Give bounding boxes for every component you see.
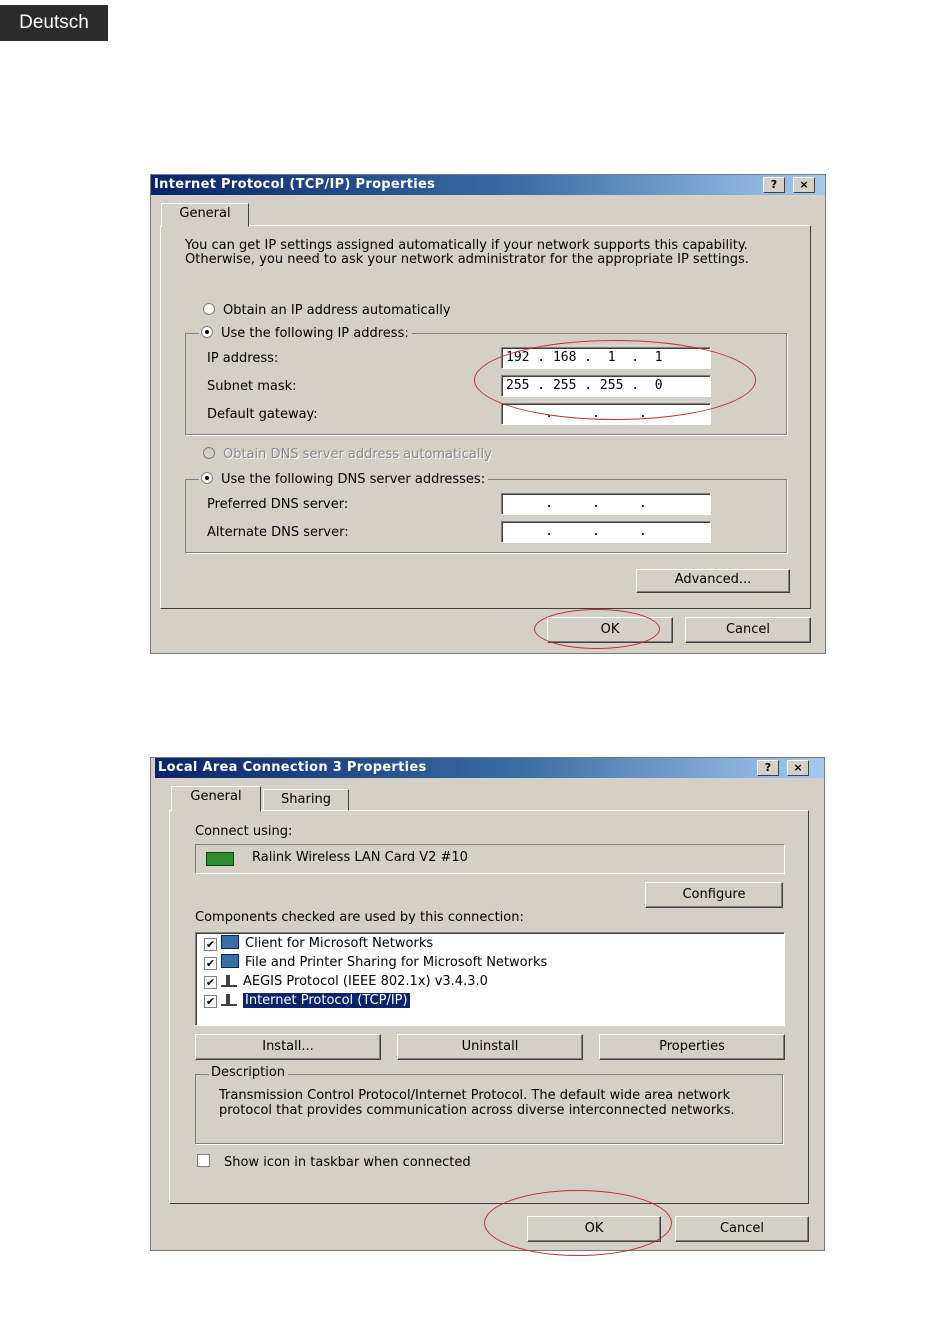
adapter-name: Ralink Wireless LAN Card V2 #10 xyxy=(252,850,468,865)
show-icon-label: Show icon in taskbar when connected xyxy=(224,1155,471,1170)
subnet-mask-field[interactable]: 255 . 255 . 255 . 0 xyxy=(501,375,711,397)
close-button[interactable]: × xyxy=(787,760,809,776)
list-item[interactable] xyxy=(204,935,433,953)
radio-icon xyxy=(201,326,213,338)
lan-properties-dialog xyxy=(150,757,825,1251)
language-tag: Deutsch xyxy=(0,5,108,41)
connect-using-label: Connect using: xyxy=(195,824,293,839)
components-list[interactable] xyxy=(195,932,785,1026)
protocol-icon xyxy=(221,996,237,1006)
properties-button[interactable]: Properties xyxy=(599,1034,785,1060)
ok-annotation-circle xyxy=(534,609,660,649)
obtain-dns-auto-label: Obtain DNS server address automatically xyxy=(223,447,492,462)
help-button[interactable]: ? xyxy=(763,177,785,193)
list-item[interactable] xyxy=(204,992,410,1010)
uninstall-button[interactable]: Uninstall xyxy=(397,1034,583,1060)
tab-general[interactable]: General xyxy=(171,786,261,812)
obtain-dns-auto-radio[interactable] xyxy=(203,447,492,462)
tcpip-dialog-titlebar xyxy=(151,175,825,195)
advanced-button[interactable]: Advanced... xyxy=(636,569,790,593)
tcpip-properties-dialog xyxy=(150,174,826,654)
checkbox-checked-icon[interactable]: ✔ xyxy=(205,957,216,970)
ip-address-field[interactable]: 192 . 168 . 1 . 1 xyxy=(501,347,711,369)
cancel-button[interactable]: Cancel xyxy=(675,1216,809,1242)
lan-dialog-titlebar xyxy=(155,758,824,778)
network-adapter-icon xyxy=(206,852,234,866)
checkbox-checked-icon[interactable]: ✔ xyxy=(205,976,216,989)
alternate-dns-label: Alternate DNS server: xyxy=(207,525,349,540)
radio-icon xyxy=(201,472,213,484)
list-item[interactable] xyxy=(204,973,488,991)
description-legend: Description xyxy=(209,1065,288,1080)
show-icon-checkbox[interactable] xyxy=(197,1154,471,1170)
use-following-ip-label: Use the following IP address: xyxy=(221,326,409,341)
component-label: Client for Microsoft Networks xyxy=(245,936,434,951)
obtain-ip-auto-radio[interactable] xyxy=(203,303,451,318)
default-gateway-field[interactable]: . . . xyxy=(501,403,711,425)
radio-icon xyxy=(203,447,215,459)
lan-dialog-title: Local Area Connection 3 Properties xyxy=(158,760,427,775)
use-following-dns-radio[interactable] xyxy=(199,472,488,487)
list-item[interactable] xyxy=(204,954,547,972)
checkbox-checked-icon[interactable]: ✔ xyxy=(205,995,216,1008)
use-following-dns-label: Use the following DNS server addresses: xyxy=(221,472,486,487)
radio-icon xyxy=(203,303,215,315)
install-button[interactable]: Install... xyxy=(195,1034,381,1060)
adapter-box xyxy=(195,844,785,874)
close-button[interactable]: × xyxy=(793,177,815,193)
configure-button[interactable] xyxy=(645,882,783,908)
components-label: Components checked are used by this connection: xyxy=(195,910,524,925)
preferred-dns-label: Preferred DNS server: xyxy=(207,497,349,512)
alternate-dns-field[interactable]: . . . xyxy=(501,521,711,543)
ok-button[interactable]: OK xyxy=(527,1216,661,1242)
ip-address-label: IP address: xyxy=(207,351,279,366)
tcpip-dialog-title: Internet Protocol (TCP/IP) Properties xyxy=(154,177,436,192)
checkbox-unchecked-icon[interactable] xyxy=(197,1154,210,1167)
ok-button[interactable]: OK xyxy=(547,617,673,643)
configure-button-label: Configure xyxy=(682,887,746,902)
obtain-ip-auto-label: Obtain an IP address automatically xyxy=(223,303,451,318)
description-text: Transmission Control Protocol/Internet Protocol. The default wide area network protocol that provides communication across diverse interconnected networks. xyxy=(219,1088,735,1118)
ip-annotation-circle xyxy=(474,340,756,420)
tab-general[interactable]: General xyxy=(161,203,249,227)
tab-sharing[interactable]: Sharing xyxy=(263,789,349,811)
component-label: AEGIS Protocol (IEEE 802.1x) v3.4.3.0 xyxy=(243,974,488,989)
protocol-icon xyxy=(221,977,237,987)
cancel-button[interactable]: Cancel xyxy=(685,617,811,643)
preferred-dns-field[interactable]: . . . xyxy=(501,493,711,515)
component-label: File and Printer Sharing for Microsoft Networks xyxy=(245,955,548,970)
ok-annotation-circle xyxy=(484,1190,672,1256)
network-client-icon xyxy=(221,935,239,949)
help-button[interactable]: ? xyxy=(757,760,779,776)
default-gateway-label: Default gateway: xyxy=(207,407,318,422)
network-service-icon xyxy=(221,954,239,968)
checkbox-checked-icon[interactable]: ✔ xyxy=(205,938,216,951)
subnet-mask-label: Subnet mask: xyxy=(207,379,297,394)
use-following-ip-radio[interactable] xyxy=(199,326,412,341)
intro-text: You can get IP settings assigned automatically if your network supports this capability. Otherwise, you need to ask your network administrator for the appropriate IP settings. xyxy=(185,238,749,267)
component-label: Internet Protocol (TCP/IP) xyxy=(245,993,408,1008)
